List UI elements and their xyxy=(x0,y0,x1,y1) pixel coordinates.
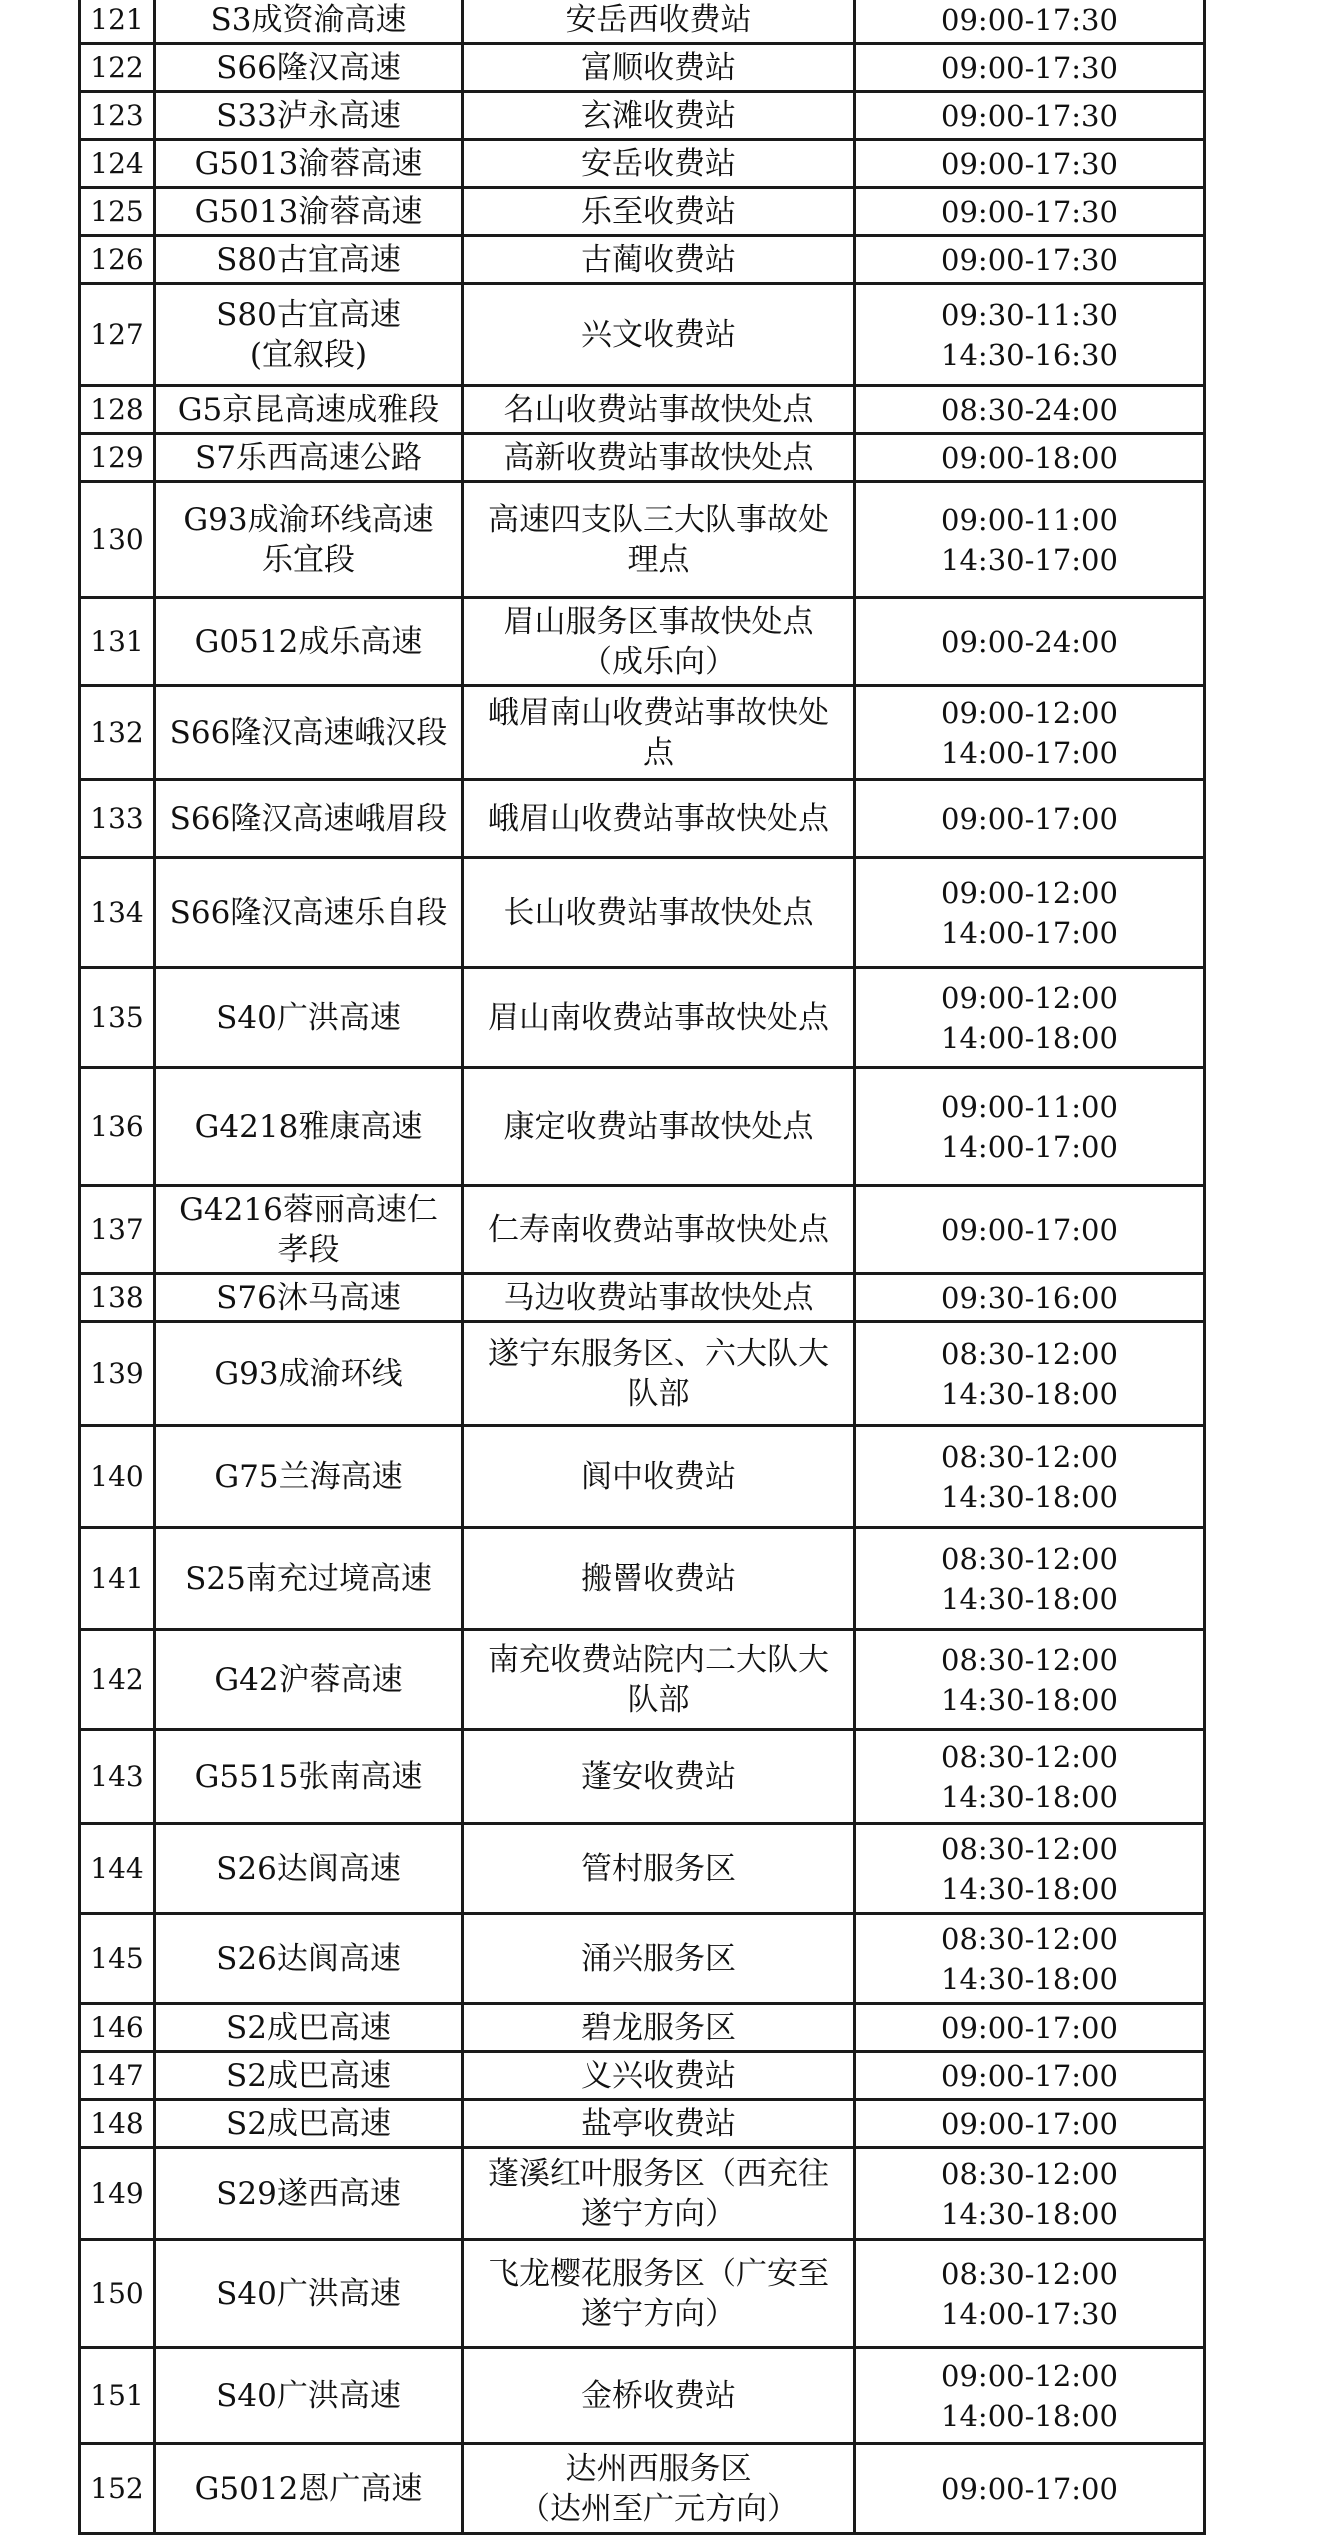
location-cell xyxy=(463,1730,855,1824)
road-name-line: S25南充过境高速 xyxy=(185,1560,432,1597)
location-line: 高新收费站事故快处点 xyxy=(503,439,814,476)
service-hours-line: 14:30-18:00 xyxy=(941,1479,1118,1514)
service-hours-cell xyxy=(855,386,1205,434)
row-number: 137 xyxy=(80,1186,155,1274)
service-hours-line: 09:00-17:00 xyxy=(941,2010,1118,2045)
location-line: 仁寿南收费站事故快处点 xyxy=(488,1211,829,1248)
location-line: 峨眉南山收费站事故快处 xyxy=(488,694,829,731)
road-name-line: G93成渝环线 xyxy=(214,1355,403,1392)
service-hours-line: 14:00-17:30 xyxy=(941,2296,1118,2331)
road-name-cell xyxy=(155,1322,463,1426)
row-number: 125 xyxy=(80,188,155,236)
road-name-line: S66隆汉高速 xyxy=(216,49,401,86)
table-row xyxy=(80,284,1205,386)
table-row xyxy=(80,1186,1205,1274)
schedule-table xyxy=(78,0,1206,2535)
row-number: 146 xyxy=(80,2004,155,2052)
service-hours-cell xyxy=(855,44,1205,92)
table-row xyxy=(80,1630,1205,1730)
table-row xyxy=(80,1068,1205,1186)
table-row xyxy=(80,44,1205,92)
table-row xyxy=(80,236,1205,284)
road-name-line: S26达阆高速 xyxy=(216,1940,401,1977)
service-hours-line: 09:30-16:00 xyxy=(941,1280,1118,1315)
table-row xyxy=(80,482,1205,598)
service-hours-line: 14:30-17:00 xyxy=(941,542,1118,577)
table-row xyxy=(80,140,1205,188)
location-cell xyxy=(463,2148,855,2240)
location-line: 蓬溪红叶服务区（西充往 xyxy=(488,2155,829,2192)
road-name-line: S26达阆高速 xyxy=(216,1850,401,1887)
location-line: 长山收费站事故快处点 xyxy=(503,894,814,931)
service-hours-cell xyxy=(855,968,1205,1068)
service-hours-cell xyxy=(855,2100,1205,2148)
table-row xyxy=(80,1322,1205,1426)
road-name-cell xyxy=(155,1914,463,2004)
table-row xyxy=(80,858,1205,968)
location-cell xyxy=(463,140,855,188)
service-hours-cell xyxy=(855,92,1205,140)
road-name-cell xyxy=(155,2240,463,2348)
location-cell xyxy=(463,1824,855,1914)
service-hours-cell xyxy=(855,1824,1205,1914)
service-hours-cell xyxy=(855,2052,1205,2100)
table-row xyxy=(80,1274,1205,1322)
road-name-line: 乐宜段 xyxy=(262,541,355,578)
table-row xyxy=(80,686,1205,780)
service-hours-cell xyxy=(855,686,1205,780)
location-line: 队部 xyxy=(627,1681,690,1718)
road-name-line: 孝段 xyxy=(277,1231,340,1268)
location-cell xyxy=(463,188,855,236)
location-cell xyxy=(463,2240,855,2348)
service-hours-cell xyxy=(855,1322,1205,1426)
service-hours-line: 14:30-16:30 xyxy=(941,337,1118,372)
service-hours-cell xyxy=(855,284,1205,386)
location-cell xyxy=(463,44,855,92)
road-name-cell xyxy=(155,780,463,858)
location-line: 古蔺收费站 xyxy=(581,241,736,278)
location-line: 搬罾收费站 xyxy=(581,1560,736,1597)
row-number: 138 xyxy=(80,1274,155,1322)
service-hours-line: 08:30-12:00 xyxy=(941,1921,1118,1956)
road-name-line: S80古宜高速 xyxy=(216,296,401,333)
service-hours-line: 08:30-12:00 xyxy=(941,1739,1118,1774)
location-line: 名山收费站事故快处点 xyxy=(503,391,814,428)
road-name-cell xyxy=(155,482,463,598)
location-cell xyxy=(463,2100,855,2148)
road-name-line: G5京昆高速成雅段 xyxy=(177,391,440,428)
table-row xyxy=(80,1824,1205,1914)
road-name-cell xyxy=(155,236,463,284)
row-number: 140 xyxy=(80,1426,155,1528)
location-cell xyxy=(463,386,855,434)
service-hours-line: 08:30-12:00 xyxy=(941,1831,1118,1866)
location-cell xyxy=(463,1068,855,1186)
service-hours-cell xyxy=(855,2004,1205,2052)
road-name-cell xyxy=(155,2100,463,2148)
location-line: 安岳收费站 xyxy=(581,145,736,182)
service-hours-cell xyxy=(855,598,1205,686)
location-cell xyxy=(463,92,855,140)
service-hours-line: 09:00-17:00 xyxy=(941,1212,1118,1247)
row-number: 139 xyxy=(80,1322,155,1426)
service-hours-cell xyxy=(855,1274,1205,1322)
service-hours-line: 09:00-17:30 xyxy=(941,2,1118,37)
table-row xyxy=(80,780,1205,858)
service-hours-cell xyxy=(855,858,1205,968)
road-name-line: S3成资渝高速 xyxy=(210,1,407,38)
service-hours-line: 14:30-18:00 xyxy=(941,1961,1118,1996)
row-number: 144 xyxy=(80,1824,155,1914)
table-row xyxy=(80,2100,1205,2148)
road-name-line: S66隆汉高速乐自段 xyxy=(169,894,448,931)
service-hours-cell xyxy=(855,1528,1205,1630)
service-hours-line: 14:30-18:00 xyxy=(941,1682,1118,1717)
road-name-line: G5012恩广高速 xyxy=(194,2470,423,2507)
location-line: 盐亭收费站 xyxy=(581,2105,736,2142)
road-name-line: G4216蓉丽高速仁 xyxy=(179,1191,438,1228)
road-name-cell xyxy=(155,284,463,386)
location-cell xyxy=(463,1914,855,2004)
row-number: 123 xyxy=(80,92,155,140)
location-cell xyxy=(463,858,855,968)
service-hours-line: 09:00-17:00 xyxy=(941,2471,1118,2506)
row-number: 141 xyxy=(80,1528,155,1630)
service-hours-cell xyxy=(855,2240,1205,2348)
road-name-cell xyxy=(155,1186,463,1274)
service-hours-line: 14:30-18:00 xyxy=(941,2196,1118,2231)
road-name-cell xyxy=(155,44,463,92)
service-hours-line: 09:00-18:00 xyxy=(941,440,1118,475)
row-number: 127 xyxy=(80,284,155,386)
location-line: 金桥收费站 xyxy=(581,2377,736,2414)
row-number: 149 xyxy=(80,2148,155,2240)
row-number: 145 xyxy=(80,1914,155,2004)
service-hours-line: 08:30-12:00 xyxy=(941,1541,1118,1576)
location-line: 眉山南收费站事故快处点 xyxy=(488,999,829,1036)
road-name-cell xyxy=(155,1824,463,1914)
service-hours-cell xyxy=(855,1426,1205,1528)
location-line: 玄滩收费站 xyxy=(581,97,736,134)
location-line: 马边收费站事故快处点 xyxy=(503,1279,814,1316)
row-number: 126 xyxy=(80,236,155,284)
location-line: 队部 xyxy=(627,1375,690,1412)
row-number: 134 xyxy=(80,858,155,968)
table-row xyxy=(80,1914,1205,2004)
row-number: 151 xyxy=(80,2348,155,2444)
service-hours-line: 14:30-18:00 xyxy=(941,1376,1118,1411)
road-name-cell xyxy=(155,1630,463,1730)
service-hours-cell xyxy=(855,1914,1205,2004)
location-line: 遂宁东服务区、六大队大 xyxy=(488,1335,829,1372)
road-name-cell xyxy=(155,686,463,780)
table-row xyxy=(80,1730,1205,1824)
table-row xyxy=(80,2148,1205,2240)
location-line: 碧龙服务区 xyxy=(581,2009,736,2046)
row-number: 130 xyxy=(80,482,155,598)
road-name-cell xyxy=(155,0,463,44)
road-name-line: S2成巴高速 xyxy=(226,2105,391,2142)
service-hours-cell xyxy=(855,1186,1205,1274)
road-name-cell xyxy=(155,2348,463,2444)
service-hours-line: 09:00-17:30 xyxy=(941,146,1118,181)
service-hours-line: 08:30-12:00 xyxy=(941,2256,1118,2291)
location-line: 兴文收费站 xyxy=(581,316,736,353)
service-hours-cell xyxy=(855,2148,1205,2240)
location-line: 义兴收费站 xyxy=(581,2057,736,2094)
location-cell xyxy=(463,1322,855,1426)
location-line: 管村服务区 xyxy=(581,1850,736,1887)
location-line: 蓬安收费站 xyxy=(581,1758,736,1795)
service-hours-line: 09:00-11:00 xyxy=(941,1089,1118,1124)
service-hours-line: 09:00-12:00 xyxy=(941,2358,1118,2393)
service-hours-cell xyxy=(855,236,1205,284)
road-name-line: G93成渝环线高速 xyxy=(183,501,434,538)
road-name-line: G75兰海高速 xyxy=(214,1458,403,1495)
road-name-cell xyxy=(155,1730,463,1824)
service-hours-line: 09:00-17:30 xyxy=(941,98,1118,133)
row-number: 147 xyxy=(80,2052,155,2100)
service-hours-line: 09:00-17:30 xyxy=(941,194,1118,229)
service-hours-cell xyxy=(855,2348,1205,2444)
location-line: 涌兴服务区 xyxy=(581,1940,736,1977)
service-hours-cell xyxy=(855,434,1205,482)
road-name-line: S66隆汉高速峨汉段 xyxy=(169,714,448,751)
road-name-line: S40广洪高速 xyxy=(216,2377,401,2414)
location-line: 富顺收费站 xyxy=(581,49,736,86)
road-name-line: S40广洪高速 xyxy=(216,999,401,1036)
location-cell xyxy=(463,482,855,598)
row-number: 148 xyxy=(80,2100,155,2148)
road-name-cell xyxy=(155,140,463,188)
location-line: 高速四支队三大队事故处 xyxy=(488,501,829,538)
service-hours-line: 14:00-18:00 xyxy=(941,2398,1118,2433)
row-number: 152 xyxy=(80,2444,155,2534)
row-number: 136 xyxy=(80,1068,155,1186)
table-row xyxy=(80,2052,1205,2100)
table-row xyxy=(80,188,1205,236)
location-line: （达州至广元方向） xyxy=(519,2490,798,2527)
service-hours-line: 08:30-12:00 xyxy=(941,2156,1118,2191)
location-line: 达州西服务区 xyxy=(565,2450,752,2487)
road-name-cell xyxy=(155,858,463,968)
location-cell xyxy=(463,686,855,780)
row-number: 131 xyxy=(80,598,155,686)
service-hours-line: 08:30-12:00 xyxy=(941,1439,1118,1474)
location-cell xyxy=(463,434,855,482)
location-line: 遂宁方向） xyxy=(581,2295,736,2332)
row-number: 132 xyxy=(80,686,155,780)
service-hours-line: 14:00-17:00 xyxy=(941,735,1118,770)
table-row xyxy=(80,2240,1205,2348)
road-name-line: S33泸永高速 xyxy=(216,97,401,134)
road-name-cell xyxy=(155,1068,463,1186)
road-name-line: G4218雅康高速 xyxy=(194,1108,423,1145)
location-cell xyxy=(463,968,855,1068)
row-number: 122 xyxy=(80,44,155,92)
service-hours-line: 14:00-17:00 xyxy=(941,1129,1118,1164)
service-hours-line: 14:30-18:00 xyxy=(941,1779,1118,1814)
service-hours-line: 09:00-17:00 xyxy=(941,2106,1118,2141)
row-number: 124 xyxy=(80,140,155,188)
road-name-cell xyxy=(155,1274,463,1322)
road-name-line: S76沐马高速 xyxy=(216,1279,401,1316)
service-hours-cell xyxy=(855,0,1205,44)
table-row xyxy=(80,386,1205,434)
service-hours-line: 09:30-11:30 xyxy=(941,297,1118,332)
road-name-line: G42沪蓉高速 xyxy=(214,1661,403,1698)
service-hours-line: 09:00-17:00 xyxy=(941,2058,1118,2093)
table-row xyxy=(80,92,1205,140)
service-hours-line: 09:00-17:00 xyxy=(941,801,1118,836)
road-name-cell xyxy=(155,2444,463,2534)
service-hours-cell xyxy=(855,188,1205,236)
service-hours-line: 09:00-12:00 xyxy=(941,695,1118,730)
location-line: 南充收费站院内二大队大 xyxy=(488,1641,829,1678)
road-name-line: G0512成乐高速 xyxy=(194,623,423,660)
row-number: 142 xyxy=(80,1630,155,1730)
road-name-cell xyxy=(155,2052,463,2100)
road-name-line: S2成巴高速 xyxy=(226,2009,391,2046)
table-row xyxy=(80,2004,1205,2052)
road-name-cell xyxy=(155,1528,463,1630)
location-line: 乐至收费站 xyxy=(581,193,736,230)
location-cell xyxy=(463,1274,855,1322)
location-line: 眉山服务区事故快处点 xyxy=(503,603,814,640)
location-line: 康定收费站事故快处点 xyxy=(503,1108,814,1145)
table-row xyxy=(80,2444,1205,2534)
road-name-line: S80古宜高速 xyxy=(216,241,401,278)
row-number: 121 xyxy=(80,0,155,44)
table-body xyxy=(80,0,1205,2534)
road-name-line: (宜叙段) xyxy=(249,336,368,373)
table-row xyxy=(80,598,1205,686)
location-cell xyxy=(463,236,855,284)
service-hours-line: 14:00-17:00 xyxy=(941,915,1118,950)
location-cell xyxy=(463,2052,855,2100)
location-cell xyxy=(463,2004,855,2052)
row-number: 128 xyxy=(80,386,155,434)
road-name-cell xyxy=(155,598,463,686)
service-hours-line: 08:30-24:00 xyxy=(941,392,1118,427)
service-hours-line: 09:00-24:00 xyxy=(941,624,1118,659)
location-cell xyxy=(463,0,855,44)
service-hours-cell xyxy=(855,780,1205,858)
location-cell xyxy=(463,1528,855,1630)
road-name-cell xyxy=(155,434,463,482)
road-name-line: G5013渝蓉高速 xyxy=(194,193,423,230)
service-hours-line: 09:00-11:00 xyxy=(941,502,1118,537)
service-hours-cell xyxy=(855,1630,1205,1730)
service-hours-cell xyxy=(855,2444,1205,2534)
table-row xyxy=(80,2348,1205,2444)
road-name-cell xyxy=(155,92,463,140)
road-name-cell xyxy=(155,386,463,434)
row-number: 135 xyxy=(80,968,155,1068)
location-line: （成乐向） xyxy=(581,643,736,680)
service-hours-line: 08:30-12:00 xyxy=(941,1642,1118,1677)
service-hours-line: 09:00-17:30 xyxy=(941,242,1118,277)
service-hours-cell xyxy=(855,482,1205,598)
road-name-line: S2成巴高速 xyxy=(226,2057,391,2094)
service-hours-cell xyxy=(855,140,1205,188)
row-number: 143 xyxy=(80,1730,155,1824)
location-line: 峨眉山收费站事故快处点 xyxy=(488,800,829,837)
row-number: 150 xyxy=(80,2240,155,2348)
service-hours-cell xyxy=(855,1068,1205,1186)
road-name-line: S7乐西高速公路 xyxy=(195,439,422,476)
service-hours-line: 08:30-12:00 xyxy=(941,1336,1118,1371)
service-hours-line: 09:00-12:00 xyxy=(941,980,1118,1015)
location-line: 飞龙樱花服务区（广安至 xyxy=(488,2255,829,2292)
location-cell xyxy=(463,2444,855,2534)
location-cell xyxy=(463,2348,855,2444)
table-row xyxy=(80,434,1205,482)
road-name-line: S40广洪高速 xyxy=(216,2275,401,2312)
service-hours-line: 14:30-18:00 xyxy=(941,1871,1118,1906)
location-cell xyxy=(463,780,855,858)
location-cell xyxy=(463,1426,855,1528)
location-line: 安岳西收费站 xyxy=(565,1,752,38)
service-hours-cell xyxy=(855,1730,1205,1824)
row-number: 129 xyxy=(80,434,155,482)
road-name-cell xyxy=(155,968,463,1068)
table-row xyxy=(80,0,1205,44)
table-row xyxy=(80,1426,1205,1528)
row-number: 133 xyxy=(80,780,155,858)
location-line: 点 xyxy=(643,734,674,771)
location-cell xyxy=(463,284,855,386)
road-name-line: S66隆汉高速峨眉段 xyxy=(169,800,448,837)
location-cell xyxy=(463,1630,855,1730)
service-hours-line: 09:00-17:30 xyxy=(941,50,1118,85)
road-name-cell xyxy=(155,2004,463,2052)
table-row xyxy=(80,968,1205,1068)
location-line: 阆中收费站 xyxy=(581,1458,736,1495)
location-line: 遂宁方向） xyxy=(581,2195,736,2232)
service-hours-line: 14:00-18:00 xyxy=(941,1020,1118,1055)
road-name-line: G5515张南高速 xyxy=(194,1758,423,1795)
road-name-line: G5013渝蓉高速 xyxy=(194,145,423,182)
location-cell xyxy=(463,598,855,686)
road-name-line: S29遂西高速 xyxy=(216,2175,401,2212)
location-line: 理点 xyxy=(627,541,690,578)
service-hours-line: 09:00-12:00 xyxy=(941,875,1118,910)
service-hours-line: 14:30-18:00 xyxy=(941,1581,1118,1616)
road-name-cell xyxy=(155,1426,463,1528)
table-row xyxy=(80,1528,1205,1630)
road-name-cell xyxy=(155,188,463,236)
road-name-cell xyxy=(155,2148,463,2240)
location-cell xyxy=(463,1186,855,1274)
